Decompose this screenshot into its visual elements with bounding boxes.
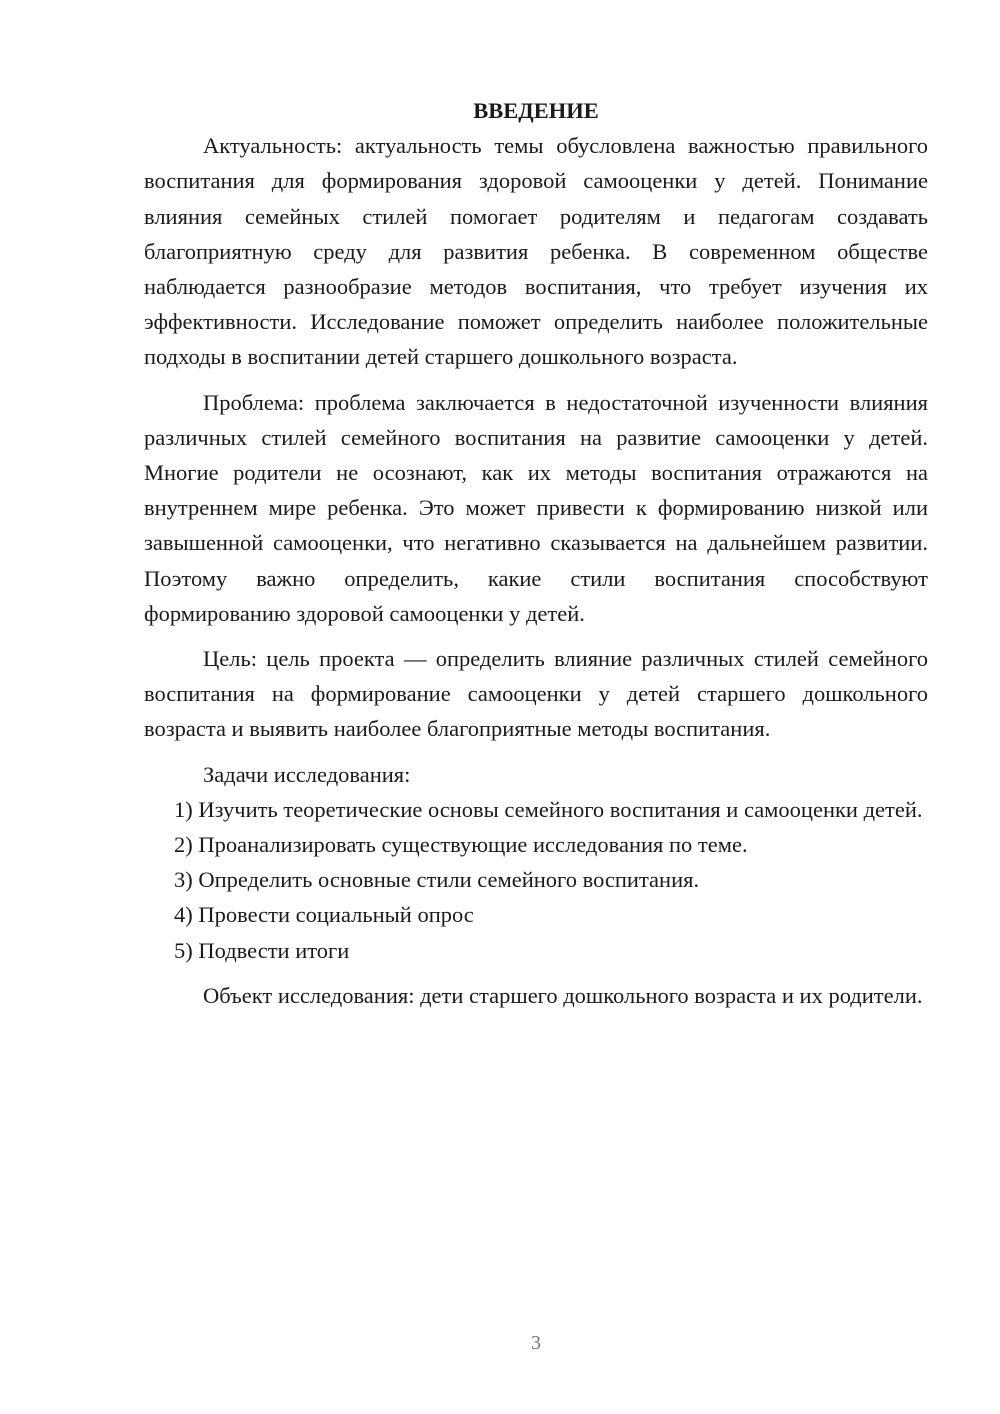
task-item-1: 1) Изучить теоретические основы семейного воспитания и самооценки детей. (174, 796, 923, 822)
task-item-2: 2) Проанализировать существующие исследования по теме. (174, 832, 748, 858)
page-body (144, 93, 928, 1013)
section-heading: ВВЕДЕНИЕ (473, 98, 599, 123)
object-paragraph: Объект исследования: дети старшего дошкольного возраста и их родители. (203, 982, 923, 1008)
relevance-paragraph: Актуальность: актуальность темы обусловлена важностью правильного воспитания для формирования здоровой самооценки у детей. Понимание влияния семейных стилей помогает родителям и педагогам создавать благоприятную среду для развития ребенка. В современном обществе наблюдается разнообразие методов воспитания, что требует изучения их эффективности. Исследование поможет определить наиболее положительные подходы в воспитании детей старшего дошкольного возраста. (144, 133, 928, 370)
task-item-5: 5) Подвести итоги (174, 937, 350, 963)
task-item-4: 4) Провести социальный опрос (174, 902, 474, 928)
page-number: 3 (531, 1332, 541, 1354)
task-item-3: 3) Определить основные стили семейного воспитания. (174, 867, 700, 893)
tasks-heading: Задачи исследования: (203, 761, 411, 787)
problem-paragraph: Проблема: проблема заключается в недостаточной изученности влияния различных стилей семейного воспитания на развитие самооценки у детей. Многие родители не осознают, как их методы воспитания отражаются на внутреннем мире ребенка. Это может привести к формированию низкой или завышенной самооценки, что негативно сказывается на дальнейшем развитии. Поэтому важно определить, какие стили воспитания способствуют формированию здоровой самооценки у детей. (144, 389, 928, 626)
goal-paragraph: Цель: цель проекта — определить влияние различных стилей семейного воспитания на формирование самооценки у детей старшего дошкольного возраста и выявить наиболее благоприятные методы воспитания. (144, 646, 928, 742)
